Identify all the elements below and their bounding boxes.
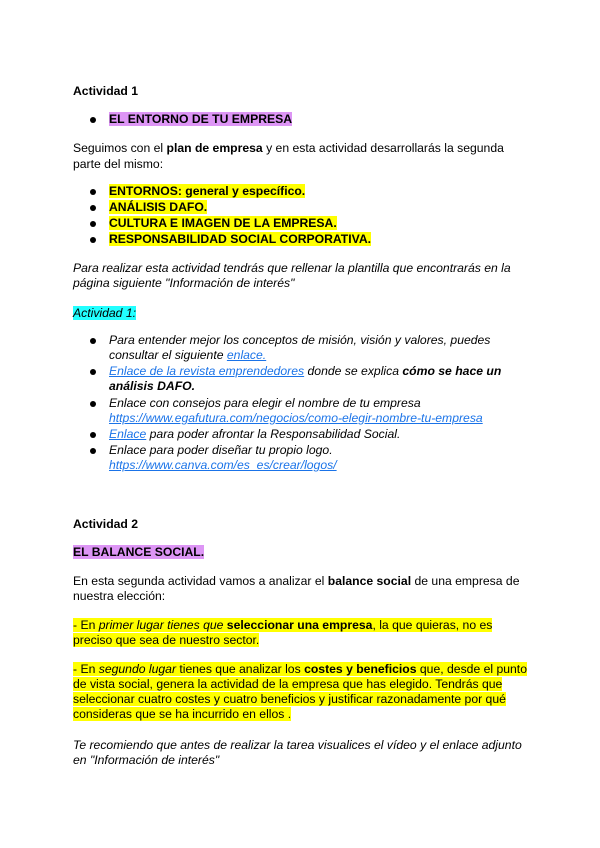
first-step-1: - En primer lugar tienes que seleccionar una empresa, la que quieras, no es [73, 618, 493, 632]
activity-1-heading: Actividad 1 [73, 84, 139, 98]
activity-2-heading: Actividad 2 [73, 517, 139, 531]
resource-item: Enlace para poder diseñar tu propio logo. [109, 443, 333, 457]
resource-item: Para entender mejor los conceptos de misión, visión y valores, puedes [109, 333, 491, 347]
a2-intro-1: En esta segunda actividad vamos a analizar el balance social de una empresa de [73, 574, 520, 588]
intro-line-1: Seguimos con el plan de empresa y en esta actividad desarrollarás la segunda [73, 141, 504, 155]
a2-intro-2: nuestra elección: [73, 589, 166, 603]
resource-item-cont: análisis DAFO. [109, 379, 196, 393]
bullet [90, 189, 96, 195]
canva-link[interactable]: https://www.canva.com/es_es/crear/logos/ [109, 458, 337, 472]
second-step-1: - En segundo lugar tienes que analizar los costes y beneficios que, desde el punto [73, 662, 527, 676]
bullet [90, 432, 96, 438]
bullet [90, 237, 96, 243]
resource-item-cont [109, 411, 483, 426]
revista-link[interactable]: Enlace de la revista emprendedores [109, 364, 305, 378]
enlace-link[interactable]: enlace. [226, 348, 267, 362]
list-item: ANÁLISIS DAFO. [109, 200, 208, 214]
template-note-1: Para realizar esta actividad tendrás que rellenar la plantilla que encontrarás en la [73, 261, 511, 275]
entorno-title: EL ENTORNO DE TU EMPRESA [109, 112, 293, 126]
bullet [90, 205, 96, 211]
list-item: CULTURA E IMAGEN DE LA EMPRESA. [109, 216, 337, 230]
activity-1-subheading: Actividad 1: [73, 306, 137, 320]
egafutura-link[interactable]: https://www.egafutura.com/negocios/como-elegir-nombre-tu-empresa [109, 411, 483, 425]
resource-item: Enlace con consejos para elegir el nombre de tu empresa [109, 396, 421, 410]
second-step-2: de vista social, genera la actividad de la empresa que has elegido. Tendrás que [73, 677, 503, 691]
template-note-2: página siguiente "Información de interés" [73, 276, 295, 290]
enlace-rsc-link[interactable]: Enlace [109, 427, 147, 441]
bullet [90, 448, 96, 454]
bullet [90, 117, 96, 123]
bullet [90, 369, 96, 375]
bullet [90, 338, 96, 344]
balance-title: EL BALANCE SOCIAL. [73, 545, 205, 559]
bullet [90, 221, 96, 227]
second-step-3: seleccionar cuatro costes y cuatro beneficios y justificar razonadamente por qué [73, 692, 506, 706]
list-item: RESPONSABILIDAD SOCIAL CORPORATIVA. [109, 232, 372, 246]
recommendation-2: en "Información de interés" [73, 753, 220, 767]
resource-item-cont [109, 458, 337, 473]
resource-item: Enlace para poder afrontar la Responsabilidad Social. [109, 427, 401, 441]
first-step-2: preciso que sea de nuestro sector. [73, 633, 260, 647]
bullet [90, 401, 96, 407]
list-item: ENTORNOS: general y específico. [109, 184, 306, 198]
resource-item: Enlace de la revista emprendedores donde se explica cómo se hace un [109, 364, 502, 378]
recommendation-1: Te recomiendo que antes de realizar la tarea visualices el vídeo y el enlace adjunto [73, 738, 522, 752]
resource-item-cont: consultar el siguiente enlace. [109, 348, 267, 362]
second-step-4: consideras que se ha incurrido en ellos . [73, 707, 292, 721]
intro-line-2: parte del mismo: [73, 157, 164, 171]
